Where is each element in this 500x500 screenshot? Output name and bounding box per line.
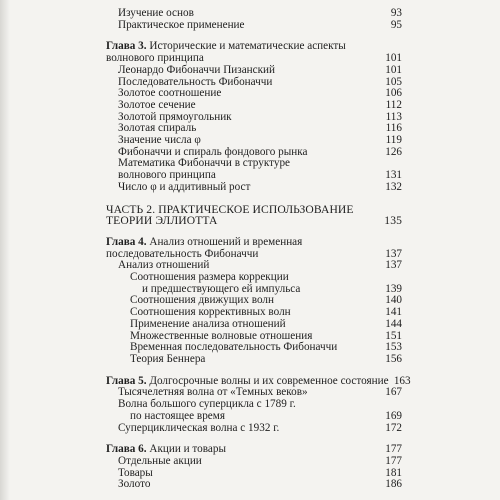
chapter-title-cont: последовательность Фибоначчи <box>106 247 259 260</box>
toc-subentry-title: Соотношения движущих волн <box>130 294 274 307</box>
part-title-cont: ТЕОРИИ ЭЛЛИОТТА <box>106 214 218 228</box>
chapter-title: Исторические и математические аспекты <box>149 40 346 53</box>
toc-entry-title: Золотое соотношение <box>118 87 222 100</box>
toc-entry-page: 186 <box>385 478 402 491</box>
toc-entry-page: 106 <box>385 87 402 100</box>
toc-subentry-title: Соотношения размера коррекции <box>130 271 289 284</box>
chapter-heading <box>106 237 402 249</box>
toc-entry-title: Леонардо Фибоначчи Пизанский <box>118 63 276 76</box>
toc-entry-title: Золотой прямоугольник <box>118 110 232 123</box>
toc-entry-title: Отдельные акции <box>118 454 202 467</box>
toc-entry-page: 132 <box>385 180 402 193</box>
toc-entry <box>106 20 402 32</box>
toc-entry-page: 167 <box>385 386 402 399</box>
toc-entry-title: Тысячелетняя волна от «Темных веков» <box>118 386 308 399</box>
toc-subentry-page: 140 <box>385 294 402 307</box>
toc-subentry <box>106 354 402 366</box>
toc-entry-cont <box>106 411 402 423</box>
toc-entry <box>106 100 402 112</box>
toc-subentry-page: 141 <box>385 306 402 319</box>
toc-subentry-title: Соотношения коррективных волн <box>130 306 291 319</box>
toc-subentry-page: 151 <box>385 329 402 342</box>
toc-subentry-title: Теория Беннера <box>130 352 206 365</box>
chapter-title: Акции и товары <box>149 443 226 456</box>
chapter-page: 177 <box>385 443 402 456</box>
toc-entry-title: Золотая спираль <box>118 122 197 135</box>
toc-entry-page: 112 <box>385 98 402 111</box>
part-title: ЧАСТЬ 2. ПРАКТИЧЕСКОЕ ИСПОЛЬЗОВАНИЕ <box>106 202 354 216</box>
toc-entry-title: Анализ отношений <box>118 259 210 272</box>
toc-entry-page: 119 <box>385 134 402 147</box>
toc-subentry-page: 156 <box>385 352 402 365</box>
toc-entry <box>106 456 402 468</box>
toc-entry-page: 105 <box>385 75 402 88</box>
chapter-page: 163 <box>393 374 411 387</box>
toc-entry-title: Волна большого суперцикла с 1789 г. <box>118 398 296 411</box>
toc-entry-page: 116 <box>385 122 402 135</box>
chapter-page: 101 <box>385 52 402 65</box>
toc-subentry <box>106 272 402 284</box>
toc-entry-page: 137 <box>385 259 402 272</box>
toc-entry-page: 126 <box>385 145 402 158</box>
toc-entry-title: Суперциклическая волна с 1932 г. <box>118 421 280 434</box>
toc-entry-title: Изучение основ <box>118 7 194 19</box>
toc-entry-page: 95 <box>390 18 402 31</box>
chapter-title-cont: волнового принципа <box>106 52 204 65</box>
toc-entry-page: 177 <box>385 454 402 467</box>
toc-entry <box>106 8 402 20</box>
chapter-label: Глава 6. <box>106 443 147 456</box>
toc-entry-page: 181 <box>385 466 402 479</box>
toc-subentry-title: Временная последовательность Фибоначчи <box>130 341 338 354</box>
chapter-title: Долгосрочные волны и их современное состояние <box>149 374 389 387</box>
toc-entry-title: Товары <box>118 466 153 479</box>
toc-subentry-title: Применение анализа отношений <box>130 317 286 330</box>
toc-entry-page: 101 <box>385 63 402 76</box>
toc-entry <box>106 182 402 194</box>
toc-entry-page: 113 <box>385 110 402 123</box>
toc-entry-title: Фибоначчи и спираль фондового рынка <box>118 145 308 158</box>
toc-entry-page: 93 <box>390 7 402 19</box>
toc-subentry <box>106 319 402 331</box>
toc-entry-title: Математика Фибоначчи в структуре <box>118 157 291 170</box>
toc-entry-title: Число φ и аддитивный рост <box>118 180 251 193</box>
chapter-page: 137 <box>385 247 402 260</box>
toc-entry <box>106 135 402 147</box>
toc-subentry-page: 153 <box>385 341 402 354</box>
toc-entry <box>106 65 402 77</box>
toc-entry <box>106 423 402 435</box>
toc-entry-title: Золотое сечение <box>118 98 196 111</box>
toc-entry-page: 169 <box>385 409 402 422</box>
toc-entry-title-cont: по настоящее время <box>130 409 225 422</box>
toc-entry-title-cont: волнового принципа <box>118 169 216 182</box>
toc-entry-page: 131 <box>385 169 402 182</box>
toc-subentry-page: 139 <box>385 282 402 295</box>
toc-subentry-page: 144 <box>385 317 402 330</box>
toc-entry-page: 172 <box>385 421 402 434</box>
chapter-title: Анализ отношений и временная <box>149 235 303 248</box>
toc-entry-title: Золото <box>118 478 151 491</box>
toc-entry <box>106 479 402 491</box>
toc-entry-title: Практическое применение <box>118 18 245 31</box>
chapter-label: Глава 5. <box>106 374 147 387</box>
toc-subentry-title: Множественные волновые отношения <box>130 329 313 342</box>
chapter-label: Глава 3. <box>106 40 147 53</box>
part-page: 135 <box>384 214 402 228</box>
toc-entry <box>106 468 402 480</box>
toc-subentry-title-cont: и предшествующего ей импульса <box>142 282 301 295</box>
chapter-label: Глава 4. <box>106 235 147 248</box>
toc-entry-title: Значение числа φ <box>118 134 201 147</box>
toc-entry-title: Последовательность Фибоначчи <box>118 75 273 88</box>
part-heading-cont <box>106 215 402 227</box>
page-spine-shadow <box>0 0 10 500</box>
table-of-contents <box>106 7 411 491</box>
